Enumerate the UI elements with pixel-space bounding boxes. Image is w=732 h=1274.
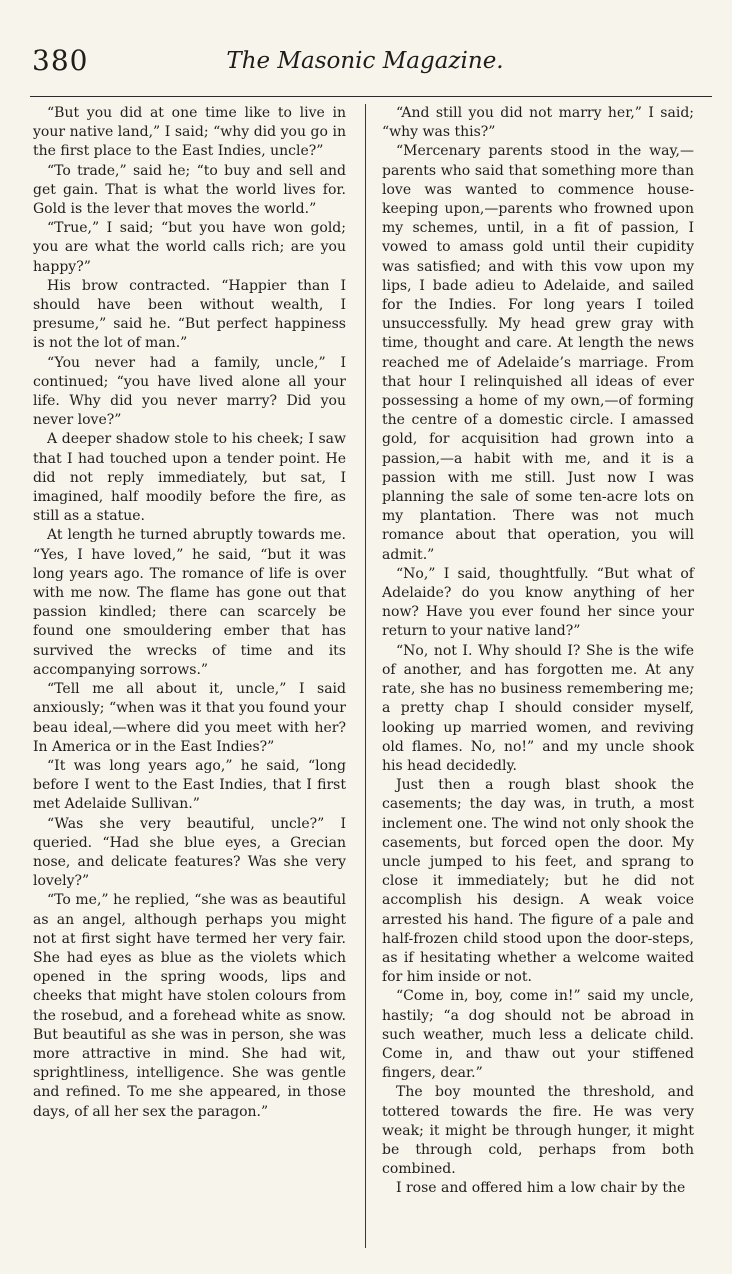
page-number: 380 [32,44,89,77]
paragraph: At length he turned abruptly towards me. “Yes, I have loved,” he said, “but it was long years ago. The romance of life is over with me now. The flame has gone out that passion kindled; there can scarcely be found one smouldering ember that has survived the wrecks of time and its accompanying sorrows.” [33,527,346,678]
paragraph: “Was she very beautiful, uncle?” I queried. “Had she blue eyes, a Grecian nose, and delicate features? Was she very lovely?” [33,815,346,890]
paragraph: “No, not I. Why should I? She is the wife of another, and has forgotten me. At any rate, she has no business remembering me; a pretty chap I should consider myself, looking up married women, and reviving old flames. No, no!” and my uncle shook his head decidedly. [382,642,694,774]
paragraph: The boy mounted the threshold, and tottered towards the fire. He was very weak; it might be through hunger, it might be through cold, perhaps from both combined. [382,1084,694,1178]
paragraph: His brow contracted. “Happier than I should have been without wealth, I presume,” said he. “But perfect happiness is not the lot of man.” [33,277,346,352]
paragraph: “No,” I said, thoughtfully. “But what of Adelaide? do you know anything of her now? Have you ever found her since your return to your native land?” [382,565,694,640]
paragraph: “But you did at one time like to live in your native land,” I said; “why did you go in the first place to the East Indies, uncle?” [33,105,346,160]
paragraph: “And still you did not marry her,” I said; “why was this?” [382,105,694,141]
paragraph: “You never had a family, uncle,” I continued; “you have lived alone all your life. Why did you never marry? Did you never love?” [33,354,346,429]
right-column [382,104,694,1199]
running-title: The Masonic Magazine. [226,48,504,74]
page-header [18,44,712,84]
paragraph: “To trade,” said he; “to buy and sell and get gain. That is what the world lives for. Gold is the lever that moves the world.” [33,162,346,218]
paragraph: “Come in, boy, come in!” said my uncle, hastily; “a dog should not be abroad in such weather, much less a delicate child. Come in, and thaw out your stiffened fingers, dear.” [382,988,694,1082]
paragraph: “Tell me all about it, uncle,” I said anxiously; “when was it that you found your beau ideal,—where did you meet with her? In America or in the East Indies?” [33,681,346,755]
paragraph: I rose and offered him a low chair by the [396,1180,686,1197]
paragraph: “To me,” he replied, “she was as beautiful as an angel, although perhaps you might not at first sight have termed her very fair. She had eyes as blue as the violets which opened in the spring woods, lips and cheeks that might have stolen colours from the rosebud, and a forehead white as snow. But beautiful as she was in person, she was more attractive in mind. She had wit, sprightliness, intelligence. She was gentle and refined. To me she appeared, in those days, of all her sex the paragon.” [33,892,346,1120]
paragraph: “True,” I said; “but you have won gold; you are what the world calls rich; are you happy?” [33,220,346,275]
header-rule [30,96,712,97]
column-divider [365,104,366,1248]
paragraph: Just then a rough blast shook the casements; the day was, in truth, a most inclement one. The wind not only shook the casements, but forced open the door. My uncle jumped to his feet, and sprang to close it immediately; but he did not accomplish his design. A weak voice arrested his hand. The figure of a pale and half-frozen child stood upon the door-steps, as if hesitating whether a welcome waited for him inside or not. [382,777,694,986]
paragraph: “Mercenary parents stood in the way,—parents who said that something more than love was wanted to commence house-keeping upon,—parents who frowned upon my schemes, until, in a fit of passion, I vowed to amass gold until their cupidity was satisfied; and with this vow upon my lips, I bade adieu to Adelaide, and sailed for the Indies. For long years I toiled unsuccessfully. My head grew gray with time, thought and care. At length the news reached me of Adelaide’s marriage. From that hour I relinquished all ideas of ever possessing a home of my own,—of forming the centre of a domestic circle. I amassed gold, for acquisition had grown into a passion,—a habit with me, and it is a passion with me still. Just now I was planning the sale of some ten-acre lots on my plantation. There was not much romance about that operation, you will admit.” [382,143,694,563]
left-column [33,104,346,1122]
paragraph: A deeper shadow stole to his cheek; I saw that I had touched upon a tender point. He did not reply immediately, but sat, I imagined, half moodily before the fire, as still as a statue. [33,431,346,525]
paragraph: “It was long years ago,” he said, “long before I went to the East Indies, that I first met Adelaide Sullivan.” [33,757,346,813]
